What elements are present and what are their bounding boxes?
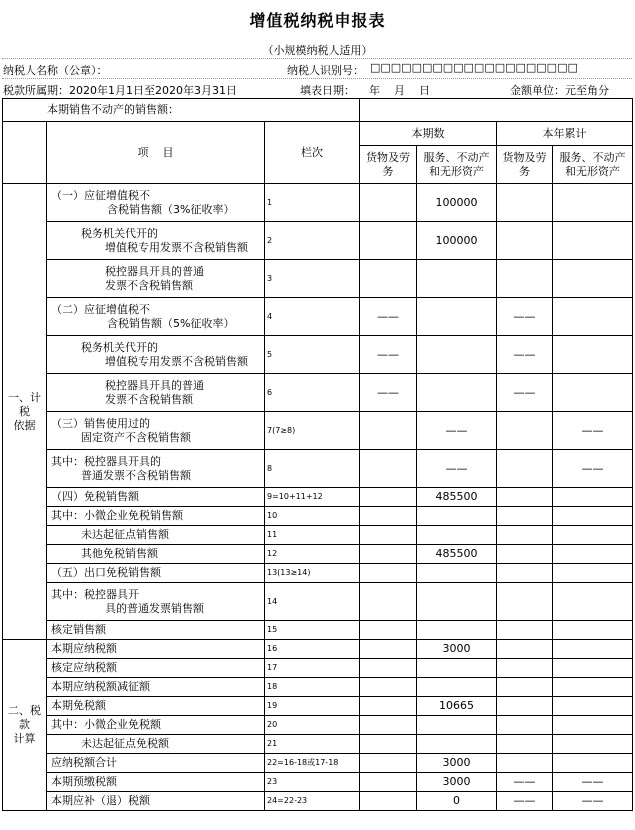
value-cell-yg[interactable] [497, 583, 553, 621]
table-row [3, 735, 633, 754]
value-cell-g[interactable]: —— [360, 298, 417, 336]
row-line-number: 20 [265, 716, 360, 735]
table-row [3, 697, 633, 716]
value-cell-g[interactable] [360, 450, 417, 488]
col-ytd-services-header: 服务、不动产和无形资产 [553, 146, 633, 184]
value-cell-ys[interactable] [553, 735, 633, 754]
row-line-number: 8 [265, 450, 360, 488]
table-row [3, 260, 633, 298]
row-line-number: 4 [265, 298, 360, 336]
row-label: 税控器具开具的普通 发票不含税销售额 [47, 374, 265, 412]
row-line-number: 24=22-23 [265, 792, 360, 811]
value-cell-yg[interactable] [497, 735, 553, 754]
row-label: 税控器具开具的普通 发票不含税销售额 [47, 260, 265, 298]
row-line-number: 13(13≥14) [265, 564, 360, 583]
taxpayer-name-label: 纳税人名称（公章）： [3, 64, 108, 77]
value-cell-yg[interactable] [497, 507, 553, 526]
row-line-number: 6 [265, 374, 360, 412]
value-cell-yg[interactable] [497, 488, 553, 507]
value-cell-g[interactable] [360, 260, 417, 298]
table-row [3, 412, 633, 450]
value-cell-ys[interactable] [553, 298, 633, 336]
amount-unit: 金额单位：元至角分 [510, 84, 609, 97]
value-cell-yg[interactable]: —— [497, 773, 553, 792]
value-cell-s[interactable]: 3000 [417, 754, 497, 773]
value-cell-g[interactable]: —— [360, 374, 417, 412]
value-cell-g[interactable] [360, 184, 417, 222]
row-line-number: 10 [265, 507, 360, 526]
row-label: 其中：税控器具开具的 普通发票不含税销售额 [47, 450, 265, 488]
row-line-number: 23 [265, 773, 360, 792]
value-cell-s[interactable] [417, 735, 497, 754]
value-cell-s[interactable] [417, 583, 497, 621]
table-row [3, 792, 633, 811]
tax-table [2, 98, 633, 811]
value-cell-yg[interactable] [497, 564, 553, 583]
table-row [3, 583, 633, 621]
row-label: 本期应纳税额减征额 [47, 678, 265, 697]
row-label: （四）免税销售额 [47, 488, 265, 507]
value-cell-yg[interactable] [497, 412, 553, 450]
form-subtitle: （小规模纳税人适用） [262, 44, 373, 57]
value-cell-yg[interactable]: —— [497, 374, 553, 412]
row-label: 其中：税控器具开 具的普通发票销售额 [47, 583, 265, 621]
row-line-number: 9=10+11+12 [265, 488, 360, 507]
value-cell-yg[interactable]: —— [497, 792, 553, 811]
value-cell-g[interactable] [360, 222, 417, 260]
table-row [3, 621, 633, 640]
table-row [3, 526, 633, 545]
value-cell-g[interactable] [360, 583, 417, 621]
table-row [3, 336, 633, 374]
value-cell-s[interactable]: 3000 [417, 773, 497, 792]
value-cell-ys[interactable] [553, 583, 633, 621]
value-cell-ys[interactable] [553, 716, 633, 735]
col-current-header: 本期数 [360, 122, 497, 146]
value-cell-s[interactable] [417, 678, 497, 697]
table-row [3, 450, 633, 488]
value-cell-yg[interactable] [497, 621, 553, 640]
value-cell-yg[interactable] [497, 659, 553, 678]
row-line-number: 14 [265, 583, 360, 621]
row-label: 本期免税额 [47, 697, 265, 716]
value-cell-s[interactable]: 485500 [417, 488, 497, 507]
col-item-header: 项 目 [47, 122, 265, 184]
value-cell-ys[interactable] [553, 184, 633, 222]
table-row [3, 298, 633, 336]
col-line-header: 栏次 [265, 122, 360, 184]
table-row [3, 716, 633, 735]
value-cell-ys[interactable] [553, 640, 633, 659]
section-tax-basis: 一、计税 依据 [3, 184, 47, 640]
table-row [3, 754, 633, 773]
value-cell-s[interactable]: 0 [417, 792, 497, 811]
value-cell-g[interactable] [360, 697, 417, 716]
value-cell-s[interactable] [417, 507, 497, 526]
row-line-number: 16 [265, 640, 360, 659]
value-cell-yg[interactable] [497, 640, 553, 659]
form-title: 增值税纳税申报表 [249, 11, 386, 30]
row-label: 核定应纳税额 [47, 659, 265, 678]
row-line-number: 15 [265, 621, 360, 640]
value-cell-yg[interactable]: —— [497, 298, 553, 336]
row-line-number: 2 [265, 222, 360, 260]
value-cell-yg[interactable] [497, 260, 553, 298]
row-label: 税务机关代开的 增值税专用发票不含税销售额 [47, 222, 265, 260]
value-cell-ys[interactable] [553, 697, 633, 716]
value-cell-yg[interactable] [497, 545, 553, 564]
value-cell-s[interactable] [417, 659, 497, 678]
row-label: 本期应补（退）税额 [47, 792, 265, 811]
row-label: 其中：小微企业免税额 [47, 716, 265, 735]
value-cell-yg[interactable]: —— [497, 336, 553, 374]
table-row [3, 222, 633, 260]
value-cell-ys[interactable] [553, 678, 633, 697]
value-cell-s[interactable] [417, 526, 497, 545]
row-label: （二）应征增值税不 含税销售额（5%征收率） [47, 298, 265, 336]
value-cell-s[interactable]: 3000 [417, 640, 497, 659]
value-cell-s[interactable]: 10665 [417, 697, 497, 716]
row-line-number: 11 [265, 526, 360, 545]
real-estate-value[interactable] [360, 99, 633, 122]
value-cell-g[interactable] [360, 564, 417, 583]
value-cell-s[interactable]: —— [417, 412, 497, 450]
row-line-number: 22=16-18或17-18 [265, 754, 360, 773]
value-cell-s[interactable] [417, 374, 497, 412]
value-cell-yg[interactable] [497, 678, 553, 697]
row-line-number: 1 [265, 184, 360, 222]
value-cell-ys[interactable]: —— [553, 412, 633, 450]
value-cell-ys[interactable] [553, 526, 633, 545]
col-ytd-header: 本年累计 [497, 122, 633, 146]
section-tax-calc: 二、税款 计算 [3, 640, 47, 811]
value-cell-yg[interactable] [497, 716, 553, 735]
value-cell-ys[interactable] [553, 621, 633, 640]
col-services-header: 服务、不动产和无形资产 [417, 146, 497, 184]
row-label: 本期预缴税额 [47, 773, 265, 792]
value-cell-s[interactable] [417, 716, 497, 735]
table-row [3, 488, 633, 507]
value-cell-ys[interactable] [553, 260, 633, 298]
row-label: 本期应纳税额 [47, 640, 265, 659]
value-cell-ys[interactable]: —— [553, 773, 633, 792]
row-line-number: 21 [265, 735, 360, 754]
taxpayer-id-label: 纳税人识别号： [287, 64, 364, 77]
tax-period: 税款所属期：2020年1月1日至2020年3月31日 [3, 84, 237, 97]
value-cell-s[interactable] [417, 260, 497, 298]
value-cell-g[interactable] [360, 507, 417, 526]
row-label: 核定销售额 [47, 621, 265, 640]
row-line-number: 7(7≥8) [265, 412, 360, 450]
col-ytd-goods-header: 货物及劳务 [497, 146, 553, 184]
value-cell-ys[interactable] [553, 488, 633, 507]
value-cell-ys[interactable]: —— [553, 450, 633, 488]
value-cell-s[interactable] [417, 298, 497, 336]
value-cell-g[interactable] [360, 412, 417, 450]
table-row [3, 507, 633, 526]
row-label: （三）销售使用过的 固定资产不含税销售额 [47, 412, 265, 450]
row-line-number: 3 [265, 260, 360, 298]
col-goods-header: 货物及劳务 [360, 146, 417, 184]
row-line-number: 19 [265, 697, 360, 716]
value-cell-yg[interactable] [497, 697, 553, 716]
value-cell-g[interactable] [360, 754, 417, 773]
value-cell-ys[interactable] [553, 374, 633, 412]
value-cell-s[interactable] [417, 564, 497, 583]
table-row [3, 564, 633, 583]
value-cell-g[interactable] [360, 488, 417, 507]
row-label: 其中：小微企业免税销售额 [47, 507, 265, 526]
row-line-number: 5 [265, 336, 360, 374]
row-label: 未达起征点免税额 [47, 735, 265, 754]
value-cell-g[interactable] [360, 678, 417, 697]
real-estate-label: 本期销售不动产的销售额： [3, 99, 360, 122]
row-line-number: 17 [265, 659, 360, 678]
value-cell-yg[interactable] [497, 184, 553, 222]
value-cell-ys[interactable] [553, 564, 633, 583]
row-label: 应纳税额合计 [47, 754, 265, 773]
value-cell-g[interactable] [360, 773, 417, 792]
value-cell-g[interactable] [360, 735, 417, 754]
value-cell-ys[interactable] [553, 545, 633, 564]
value-cell-g[interactable] [360, 621, 417, 640]
value-cell-s[interactable]: 485500 [417, 545, 497, 564]
value-cell-ys[interactable] [553, 222, 633, 260]
value-cell-ys[interactable] [553, 507, 633, 526]
fill-date: 填表日期： 年 月 日 [300, 84, 430, 97]
table-row [3, 659, 633, 678]
row-line-number: 18 [265, 678, 360, 697]
value-cell-g[interactable] [360, 640, 417, 659]
value-cell-s[interactable]: 100000 [417, 222, 497, 260]
header-blank [3, 122, 47, 184]
row-line-number: 12 [265, 545, 360, 564]
value-cell-g[interactable] [360, 659, 417, 678]
value-cell-g[interactable] [360, 545, 417, 564]
value-cell-ys[interactable]: —— [553, 792, 633, 811]
row-label: （五）出口免税销售额 [47, 564, 265, 583]
table-row [3, 374, 633, 412]
table-row [3, 773, 633, 792]
value-cell-s[interactable] [417, 336, 497, 374]
value-cell-s[interactable]: —— [417, 450, 497, 488]
value-cell-g[interactable] [360, 716, 417, 735]
taxpayer-id-boxes[interactable]: □□□□□□□□□□□□□□□□□□□□ [370, 61, 578, 74]
value-cell-ys[interactable] [553, 659, 633, 678]
row-label: （一）应征增值税不 含税销售额（3%征收率） [47, 184, 265, 222]
value-cell-ys[interactable] [553, 336, 633, 374]
value-cell-g[interactable] [360, 792, 417, 811]
value-cell-g[interactable]: —— [360, 336, 417, 374]
table-row [3, 678, 633, 697]
row-label: 未达起征点销售额 [47, 526, 265, 545]
value-cell-ys[interactable] [553, 754, 633, 773]
table-row [3, 640, 633, 659]
value-cell-yg[interactable] [497, 526, 553, 545]
value-cell-s[interactable] [417, 621, 497, 640]
row-label: 其他免税销售额 [47, 545, 265, 564]
value-cell-s[interactable]: 100000 [417, 184, 497, 222]
table-row [3, 184, 633, 222]
value-cell-g[interactable] [360, 526, 417, 545]
value-cell-yg[interactable] [497, 754, 553, 773]
value-cell-yg[interactable] [497, 222, 553, 260]
table-row [3, 545, 633, 564]
row-label: 税务机关代开的 增值税专用发票不含税销售额 [47, 336, 265, 374]
value-cell-yg[interactable] [497, 450, 553, 488]
